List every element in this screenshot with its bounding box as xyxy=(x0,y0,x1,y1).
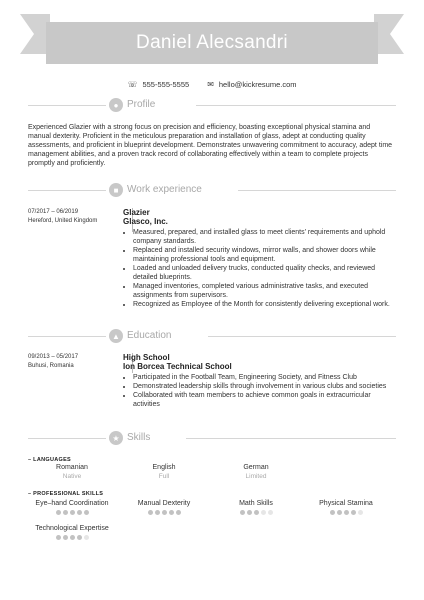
list-item: • Measured, prepared, and installed glass to meet clients' requirements and uphold company standards. xyxy=(133,228,391,246)
contact-phone[interactable] xyxy=(127,80,189,89)
company-name: Glasco, Inc. xyxy=(123,217,168,226)
professional-skills-heading: – PROFESSIONAL SKILLS xyxy=(28,491,104,497)
education-body xyxy=(123,353,391,409)
rating-dot-filled xyxy=(148,510,153,515)
experience-body xyxy=(123,208,391,309)
rating-dot-filled xyxy=(176,510,181,515)
section-title-experience: Work experience xyxy=(127,184,202,195)
section-header-education xyxy=(28,329,396,343)
email-text: hello@kickresume.com xyxy=(218,80,297,89)
skill-rating xyxy=(22,535,122,540)
skill-rating xyxy=(22,510,122,515)
rating-dot-empty xyxy=(268,510,273,515)
profile-summary: Experienced Glazier with a strong focus on precision and efficiency, boasting exceptional physical stamina and manual dexterity. Proficient in the meticulous preparation and installation of glass, adept at conducting quality assessments, and proficient in blueprint development. Demonstrates unwavering commitment to accuracy, adept time management abilities, and a proven track record of collaborating effectively within a team to complete projects promptly and proficiently. xyxy=(28,124,393,167)
list-item: • Recognized as Employee of the Month for consistently delivering exceptional work. xyxy=(133,300,391,309)
rating-dot-filled xyxy=(337,510,342,515)
list-item: • Loaded and unloaded delivery trucks, conducted quality checks, and reviewed detailed blueprints. xyxy=(133,264,391,282)
divider-line xyxy=(28,336,106,337)
rating-dot-filled xyxy=(56,510,61,515)
education-meta xyxy=(28,353,116,371)
school-name: Ion Borcea Technical School xyxy=(123,362,232,371)
skill-name: Physical Stamina xyxy=(319,500,373,507)
envelope-icon: ✉ xyxy=(207,80,214,89)
divider-line xyxy=(28,105,106,106)
divider-line xyxy=(208,336,396,337)
rating-dot-filled xyxy=(155,510,160,515)
skill-rating xyxy=(114,510,214,515)
rating-dot-filled xyxy=(77,535,82,540)
rating-dot-filled xyxy=(247,510,252,515)
graduation-cap-icon: ▲ xyxy=(109,329,123,343)
section-header-skills xyxy=(28,431,396,445)
rating-dot-filled xyxy=(84,510,89,515)
rating-dot-empty xyxy=(84,535,89,540)
language-name: German xyxy=(243,464,269,471)
divider-line xyxy=(196,105,396,106)
skill-item xyxy=(22,499,122,515)
rating-dot-filled xyxy=(240,510,245,515)
list-item: • Collaborated with team members to achieve common goals in extracurricular activities xyxy=(133,391,391,409)
skill-name: Manual Dexterity xyxy=(137,500,191,507)
language-item xyxy=(124,463,204,481)
star-icon: ★ xyxy=(109,431,123,445)
user-icon: ● xyxy=(109,98,123,112)
list-item: • Demonstrated leadership skills through involvement in various clubs and societies xyxy=(133,382,391,391)
section-title-education: Education xyxy=(127,330,172,341)
education-entry xyxy=(28,353,394,417)
skill-name: Math Skills xyxy=(239,500,273,507)
skill-name: Eye–hand Coordination xyxy=(35,500,109,507)
candidate-name: Daniel Alecsandri xyxy=(136,32,288,53)
list-item: • Managed inventories, completed various administrative tasks, and executed assignments from supervisors. xyxy=(133,282,391,300)
rating-dot-filled xyxy=(169,510,174,515)
briefcase-icon: ■ xyxy=(109,183,123,197)
language-item xyxy=(216,463,296,481)
skill-item xyxy=(206,499,306,515)
language-name: English xyxy=(152,464,176,471)
divider-line xyxy=(28,190,106,191)
job-title: Glazier xyxy=(123,208,150,217)
education-location: Buhusi, Romania xyxy=(28,363,74,369)
rating-dot-filled xyxy=(162,510,167,515)
contact-bar xyxy=(0,80,424,89)
rating-dot-filled xyxy=(330,510,335,515)
language-level: Native xyxy=(62,473,82,480)
experience-bullets xyxy=(123,228,391,309)
degree-title: High School xyxy=(123,353,170,362)
skill-item xyxy=(22,524,122,540)
skill-item xyxy=(296,499,396,515)
skill-name: Technological Expertise xyxy=(35,525,109,532)
rating-dot-filled xyxy=(70,535,75,540)
phone-text: 555-555-5555 xyxy=(142,80,190,89)
languages-heading: – LANGUAGES xyxy=(28,457,72,463)
education-dates: 09/2013 – 05/2017 xyxy=(28,354,79,360)
rating-dot-filled xyxy=(70,510,75,515)
language-name: Romanian xyxy=(56,464,88,471)
rating-dot-filled xyxy=(63,535,68,540)
experience-meta xyxy=(28,208,116,226)
divider-line xyxy=(28,438,106,439)
list-item: • Participated in the Football Team, Engineering Society, and Fitness Club xyxy=(133,373,391,382)
rating-dot-empty xyxy=(358,510,363,515)
contact-email[interactable] xyxy=(207,80,296,89)
section-title-skills: Skills xyxy=(127,432,151,443)
rating-dot-filled xyxy=(56,535,61,540)
skill-rating xyxy=(206,510,306,515)
rating-dot-filled xyxy=(77,510,82,515)
experience-entry xyxy=(28,208,394,318)
education-bullets xyxy=(123,373,391,409)
phone-icon: ☏ xyxy=(127,80,138,89)
language-level: Limited xyxy=(245,473,267,480)
experience-location: Hereford, United Kingdom xyxy=(28,218,98,224)
rating-dot-filled xyxy=(351,510,356,515)
rating-dot-filled xyxy=(254,510,259,515)
list-item: • Replaced and installed security windows, mirror walls, and shower doors while maintaining professional tools and equipment. xyxy=(133,246,391,264)
section-header-experience xyxy=(28,183,396,197)
language-item xyxy=(32,463,112,481)
rating-dot-filled xyxy=(63,510,68,515)
section-title-profile: Profile xyxy=(127,99,156,110)
language-level: Full xyxy=(158,473,170,480)
divider-line xyxy=(186,438,396,439)
skill-item xyxy=(114,499,214,515)
ribbon-right-tail xyxy=(374,14,404,54)
section-header-profile xyxy=(28,98,396,112)
skill-rating xyxy=(296,510,396,515)
name-banner xyxy=(46,22,378,64)
rating-dot-filled xyxy=(344,510,349,515)
divider-line xyxy=(238,190,396,191)
rating-dot-empty xyxy=(261,510,266,515)
experience-dates: 07/2017 – 06/2019 xyxy=(28,209,79,215)
